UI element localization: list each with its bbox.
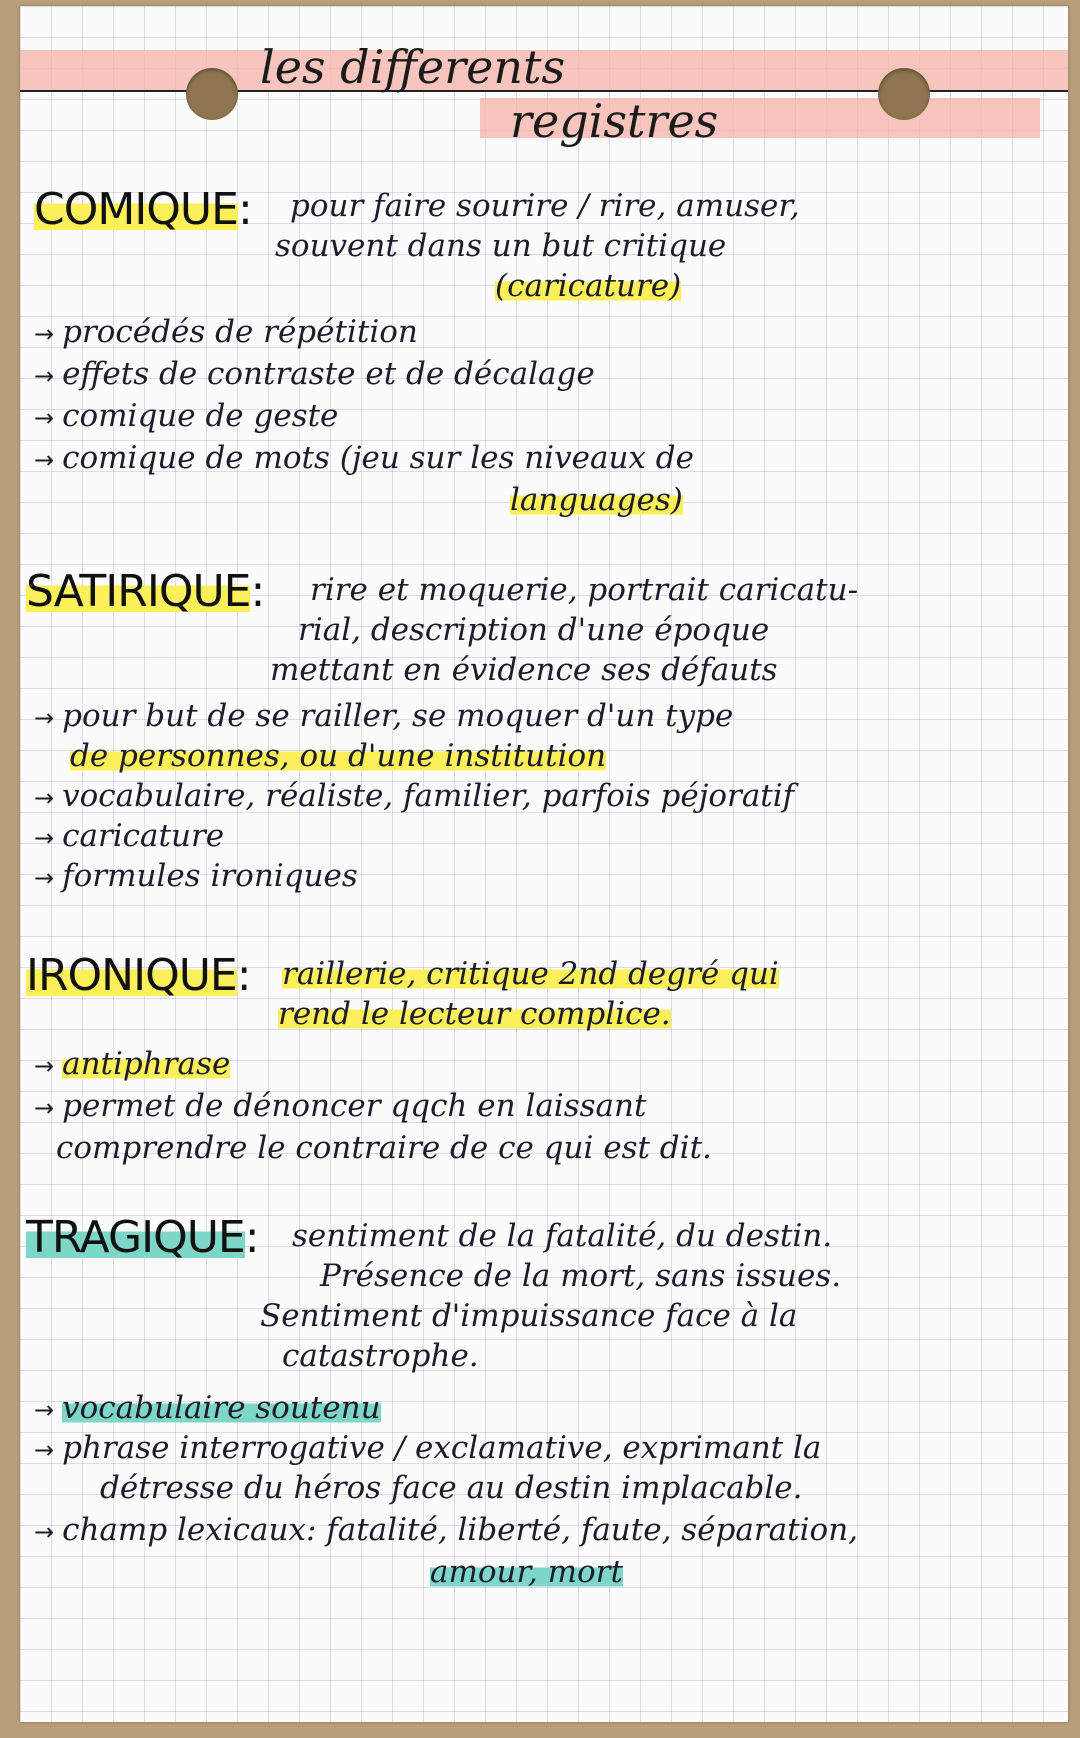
- bullet-text: de personnes, ou d'une institution: [70, 738, 607, 774]
- satirique-bullet-4: [34, 858, 358, 894]
- bullet-text: pour but de se railler, se moquer d'un type: [62, 698, 734, 734]
- comique-def-1: pour faire sourire / rire, amuser,: [290, 188, 800, 224]
- section-heading-satirique: SATIRIQUE:: [26, 566, 265, 617]
- ironique-def-1: [282, 956, 779, 992]
- satirique-bullet-1: [34, 698, 733, 734]
- bullet-text: champ lexicaux: fatalité, liberté, faute, séparation,: [62, 1512, 859, 1548]
- section-heading-ironique: IRONIQUE:: [26, 950, 251, 1001]
- arrow-icon: →: [34, 1396, 55, 1424]
- tragique-def-4: catastrophe.: [282, 1338, 479, 1374]
- bullet-text: permet de dénoncer qqch en laissant: [62, 1088, 647, 1124]
- comique-def-3-text: (caricature): [495, 268, 682, 304]
- binder-hole-left: [186, 68, 238, 120]
- bullet-text: comique de geste: [62, 398, 339, 434]
- satirique-def-2: rial, description d'une époque: [298, 612, 770, 648]
- arrow-icon: →: [34, 446, 55, 474]
- comique-def-2: souvent dans un but critique: [275, 228, 727, 264]
- comique-bullet-3: [34, 398, 338, 434]
- arrow-icon: →: [34, 824, 55, 852]
- tragique-bullet-2-cont: détresse du héros face au destin implacable.: [100, 1470, 803, 1506]
- section-heading-comique: COMIQUE:: [34, 184, 252, 235]
- ironique-bullet-2: [34, 1088, 646, 1124]
- title-line-1: les differents: [260, 40, 566, 94]
- bullet-text: caricature: [62, 818, 225, 854]
- comique-bullet-4-cont: [510, 482, 683, 518]
- bullet-text: antiphrase: [62, 1046, 231, 1082]
- tragique-def-2: Présence de la mort, sans issues.: [320, 1258, 842, 1294]
- ironique-def-2: [278, 996, 671, 1032]
- arrow-icon: →: [34, 362, 55, 390]
- arrow-icon: →: [34, 1052, 55, 1080]
- bullet-text: vocabulaire, réaliste, familier, parfois péjoratif: [62, 778, 795, 814]
- ironique-bullet-2-cont: comprendre le contraire de ce qui est dit.: [56, 1130, 712, 1166]
- arrow-icon: →: [34, 404, 55, 432]
- ironique-bullet-1: [34, 1046, 230, 1082]
- satirique-bullet-1-cont: [70, 738, 606, 774]
- arrow-icon: →: [34, 320, 55, 348]
- tragique-def-1: sentiment de la fatalité, du destin.: [292, 1218, 833, 1254]
- tragique-bullet-2: [34, 1430, 821, 1466]
- bullet-text: comique de mots (jeu sur les niveaux de: [62, 440, 694, 476]
- binder-hole-right: [878, 68, 930, 120]
- heading-text: COMIQUE: [34, 184, 238, 235]
- tragique-def-3: Sentiment d'impuissance face à la: [260, 1298, 798, 1334]
- arrow-icon: →: [34, 704, 55, 732]
- section-heading-tragique: TRAGIQUE:: [26, 1212, 259, 1263]
- bullet-text: languages): [510, 482, 683, 518]
- tragique-bullet-3-cont: [430, 1554, 623, 1590]
- satirique-def-1: rire et moquerie, portrait caricatu-: [310, 572, 859, 608]
- heading-text: SATIRIQUE: [26, 566, 251, 617]
- arrow-icon: →: [34, 1094, 55, 1122]
- ironique-def-2-text: rend le lecteur complice.: [278, 996, 671, 1032]
- bullet-text: procédés de répétition: [62, 314, 418, 350]
- bullet-text: amour, mort: [430, 1554, 623, 1590]
- note-card: [20, 6, 1068, 1722]
- title-line-2: registres: [510, 94, 719, 148]
- arrow-icon: →: [34, 1518, 55, 1546]
- comique-bullet-2: [34, 356, 595, 392]
- arrow-icon: →: [34, 1436, 55, 1464]
- comique-def-3: [495, 268, 681, 304]
- comique-bullet-4: [34, 440, 694, 476]
- arrow-icon: →: [34, 784, 55, 812]
- bullet-text: formules ironiques: [62, 858, 358, 894]
- bullet-text: effets de contraste et de décalage: [62, 356, 595, 392]
- bullet-text: vocabulaire soutenu: [62, 1390, 381, 1426]
- bullet-text: phrase interrogative / exclamative, exprimant la: [62, 1430, 822, 1466]
- heading-text: TRAGIQUE: [26, 1212, 245, 1263]
- comique-bullet-1: [34, 314, 418, 350]
- satirique-def-3: mettant en évidence ses défauts: [270, 652, 778, 688]
- satirique-bullet-2: [34, 778, 794, 814]
- heading-text: IRONIQUE: [26, 950, 237, 1001]
- tragique-bullet-3: [34, 1512, 858, 1548]
- tragique-bullet-1: [34, 1390, 381, 1426]
- ironique-def-1-text: raillerie, critique 2nd degré qui: [282, 956, 779, 992]
- satirique-bullet-3: [34, 818, 224, 854]
- arrow-icon: →: [34, 864, 55, 892]
